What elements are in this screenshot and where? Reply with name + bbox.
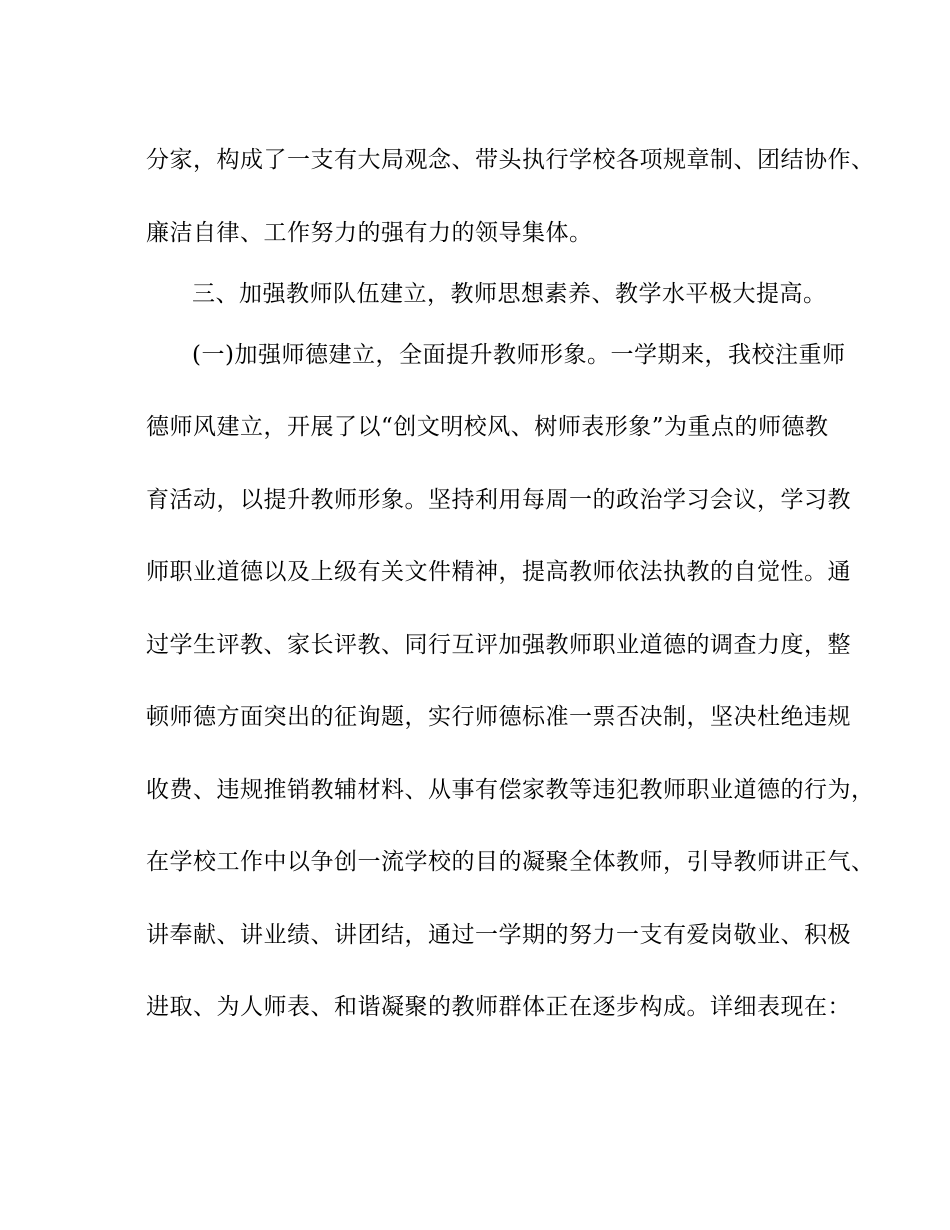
text-line-11: 在学校工作中以争创一流学校的目的凝聚全体教师，引导教师讲正气、 xyxy=(146,849,875,875)
text-line-7: 师职业道德以及上级有关文件精神，提高教师依法执教的自觉性。通 xyxy=(146,559,851,585)
body-text xyxy=(146,140,875,1060)
text-line-5: 德师风建立，开展了以“创文明校风、树师表形象”为重点的师德教 xyxy=(146,414,829,440)
text-line-10: 收费、违规推销教辅材料、从事有偿家教等违犯教师职业道德的行为， xyxy=(146,776,875,803)
text-line-13: 进取、为人师表、和谐凝聚的教师群体正在逐步构成。详细表现在： xyxy=(146,994,851,1020)
text-line-2: 廉洁自律、工作努力的强有力的领导集体。 xyxy=(146,219,593,246)
text-line-9: 顿师德方面突出的征询题，实行师德标准一票否决制，坚决杜绝违规 xyxy=(146,704,851,730)
text-line-8: 过学生评教、家长评教、同行互评加强教师职业道德的调查力度，整 xyxy=(146,631,851,658)
text-line-6: 育活动，以提升教师形象。坚持利用每周一的政治学习会议，学习教 xyxy=(146,486,851,513)
text-line-12: 讲奉献、讲业绩、讲团结，通过一学期的努力一支有爱岗敬业、积极 xyxy=(146,921,851,948)
section-heading: 三、加强教师队伍建立，教师思想素养、教学水平极大提高。 xyxy=(192,280,827,307)
subsection-heading-line: (一)加强师德建立，全面提升教师形象。一学期来，我校注重师 xyxy=(192,341,846,368)
text-line-1: 分家，构成了一支有大局观念、带头执行学校各项规章制、团结协作、 xyxy=(146,147,875,173)
